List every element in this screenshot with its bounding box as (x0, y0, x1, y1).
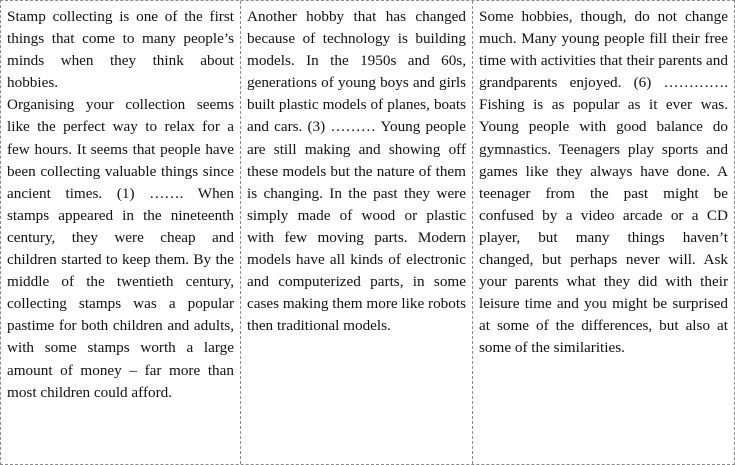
column-building-models (241, 1, 473, 464)
column-unchanged-hobbies (473, 1, 734, 464)
paragraph-models: Another hobby that has changed because of technology is building models. In the 1950s and 60s, generations of young boys and girls built plastic models of planes, boats and cars. (3) ……… Young people are still making and showing off these models but the nature of them is changing. In the past they were simply made of wood or plastic with few moving parts. Modern models have all kinds of electronic and computerized parts, in some cases making them more like robots then traditional models. (247, 8, 466, 335)
paragraph-unchanged: Some hobbies, though, do not change much. Many young people fill their free time with activities that their parents and grandparents enjoyed. (6) …………. Fishing is as popular as it ever was. Young people with good balance do gymnastics. Teenagers play sports and games like they always have done. A teenager from the past might be confused by a video arcade or a CD player, but many things haven’t changed, but perhaps never will. Ask your parents what they did with their leisure time and you might be surprised at some of the differences, but also at some of the similarities. (479, 8, 728, 357)
paragraph-stamps-intro: Stamp collecting is one of the first things that come to many people’s minds when they think about hobbies. (7, 8, 234, 92)
column-stamp-collecting (1, 1, 241, 464)
paragraph-stamps-history: Organising your collection seems like the perfect way to relax for a few hours. It seems that people have been collecting valuable things since ancient times. (1) ……. When stamps appeared in the nineteenth century, they were cheap and children started to keep them. By the middle of the twentieth century, collecting stamps was a popular pastime for both children and adults, with some stamps worth a large amount of money – far more than most children could afford. (7, 96, 234, 401)
